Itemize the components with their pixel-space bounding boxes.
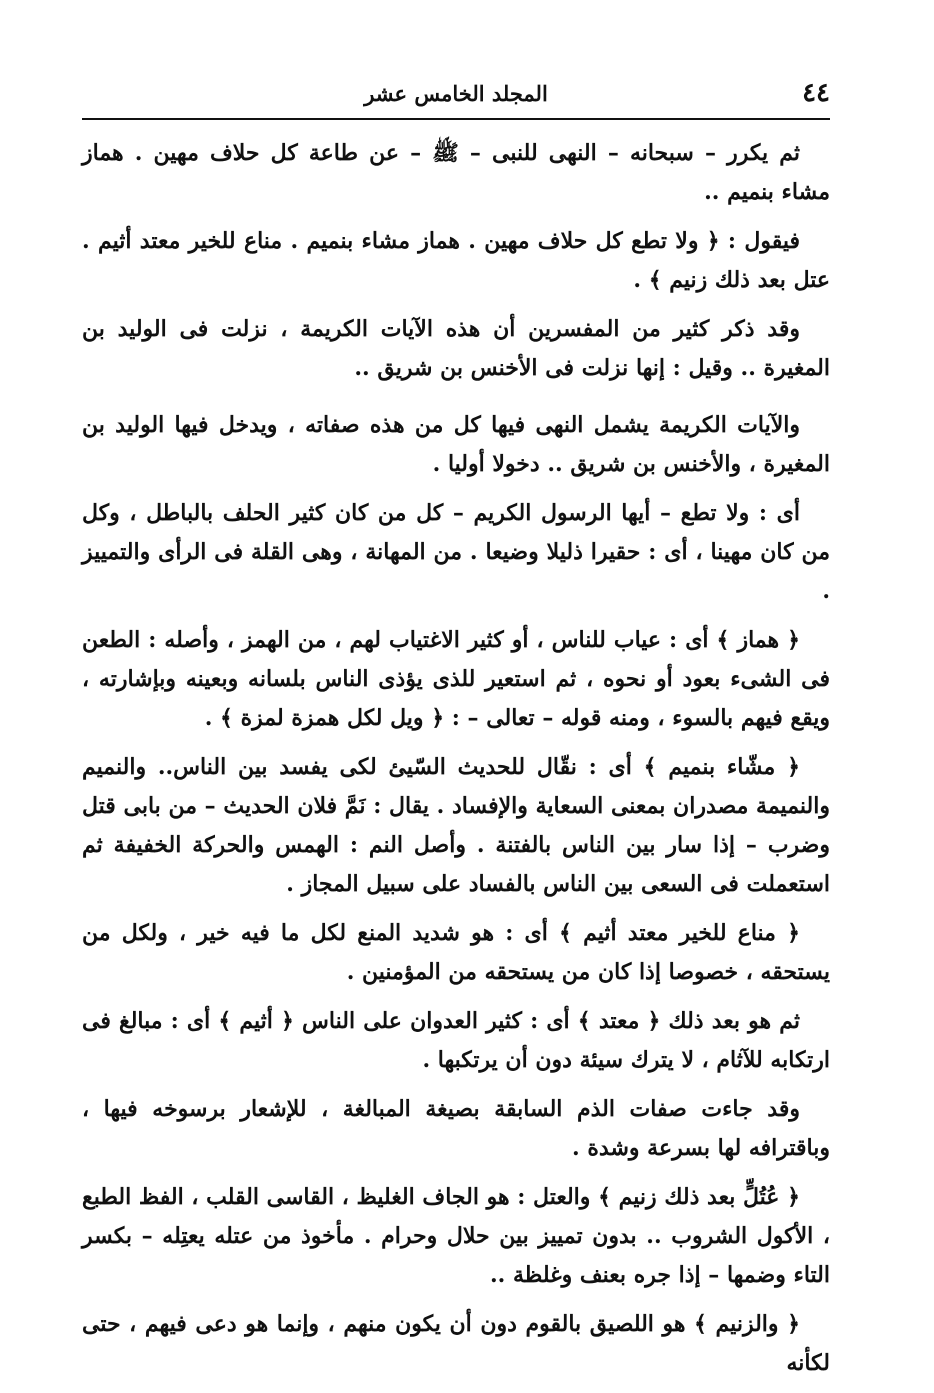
page-body [82,134,830,1393]
paragraph: ثم يكرر – سبحانه – النهى للنبى – ﷺ – عن طاعة كل حلاف مهين . هماز مشاء بنميم .. [82,140,830,205]
paragraph: ﴿ هماز ﴾ أى : عياب للناس ، أو كثير الاغتياب لهم ، من الهمز ، وأصله : الطعن فى الشىء بعود أو نحوه ، ثم استعير للذى يؤذى الناس بلسانه وبعينه وبإشارته ، ويقع فيهم بالسوء ، ومنه قوله – تعالى – : ﴿ ويل لكل همزة لمزة ﴾ . [82,627,830,731]
paragraph: ﴿ مشّاء بنميم ﴾ أى : نقّال للحديث السّيئ لكى يفسد بين الناس.. والنميم والنميمة مصدران بمعنى السعاية والإفساد . يقال : نَمَّ فلان الحديث – من بابى قتل وضرب – إذا سار بين الناس بالفتنة . وأصل النم : الهمس والحركة الخفيفة ثم استعملت فى السعى بين الناس بالفساد على سبيل المجاز . [82,754,830,897]
paragraph: ﴿ مناع للخير معتد أثيم ﴾ أى : هو شديد المنع لكل ما فيه خير ، ولكل من يستحقه ، خصوصا إذا كان من يستحقه من المؤمنين . [82,920,830,985]
paragraph: ﴿ والزنيم ﴾ هو اللصيق بالقوم دون أن يكون منهم ، وإنما هو دعى فيهم ، حتى لكأنه [82,1311,830,1376]
paragraph: وقد جاءت صفات الذم السابقة بصيغة المبالغة ، للإشعار برسوخه فيها ، وباقترافه لها بسرعة وشدة . [82,1096,830,1161]
paragraph: ﴿ عُتُلٍّ بعد ذلك زنيم ﴾ والعتل : هو الجاف الغليظ ، القاسى القلب ، الفظ الطبع ، الأكول الشروب .. بدون تمييز بين حلال وحرام . مأخوذ من عتله يعتِله – بكسر التاء وضمها – إذا جره بعنف وغلظة .. [82,1184,830,1288]
running-title: المجلد الخامس عشر [364,81,548,106]
paragraph: والآيات الكريمة يشمل النهى فيها كل من هذه صفاته ، ويدخل فيها الوليد بن المغيرة ، والأخنس بن شريق .. دخولا أوليا . [82,412,830,477]
paragraph: أى : ولا تطع – أيها الرسول الكريم – كل من كان كثير الحلف بالباطل ، وكل من كان مهينا ، أى : حقيرا ذليلا وضيعا . من المهانة ، وهى القلة فى الرأى والتمييز . [82,500,830,604]
page-header [82,78,830,120]
page-number: ٤٤ [802,78,830,108]
paragraph: فيقول : ﴿ ولا تطع كل حلاف مهين . هماز مشاء بنميم . مناع للخير معتد أثيم . عتل بعد ذلك زنيم ﴾ . [82,228,830,293]
paragraph: ثم هو بعد ذلك ﴿ معتد ﴾ أى : كثير العدوان على الناس ﴿ أثيم ﴾ أى : مبالغ فى ارتكابه للآثام ، لا يترك سيئة دون أن يرتكبها . [82,1008,830,1073]
paragraph: وقد ذكر كثير من المفسرين أن هذه الآيات الكريمة ، نزلت فى الوليد بن المغيرة .. وقيل : إنها نزلت فى الأخنس بن شريق .. [82,316,830,381]
